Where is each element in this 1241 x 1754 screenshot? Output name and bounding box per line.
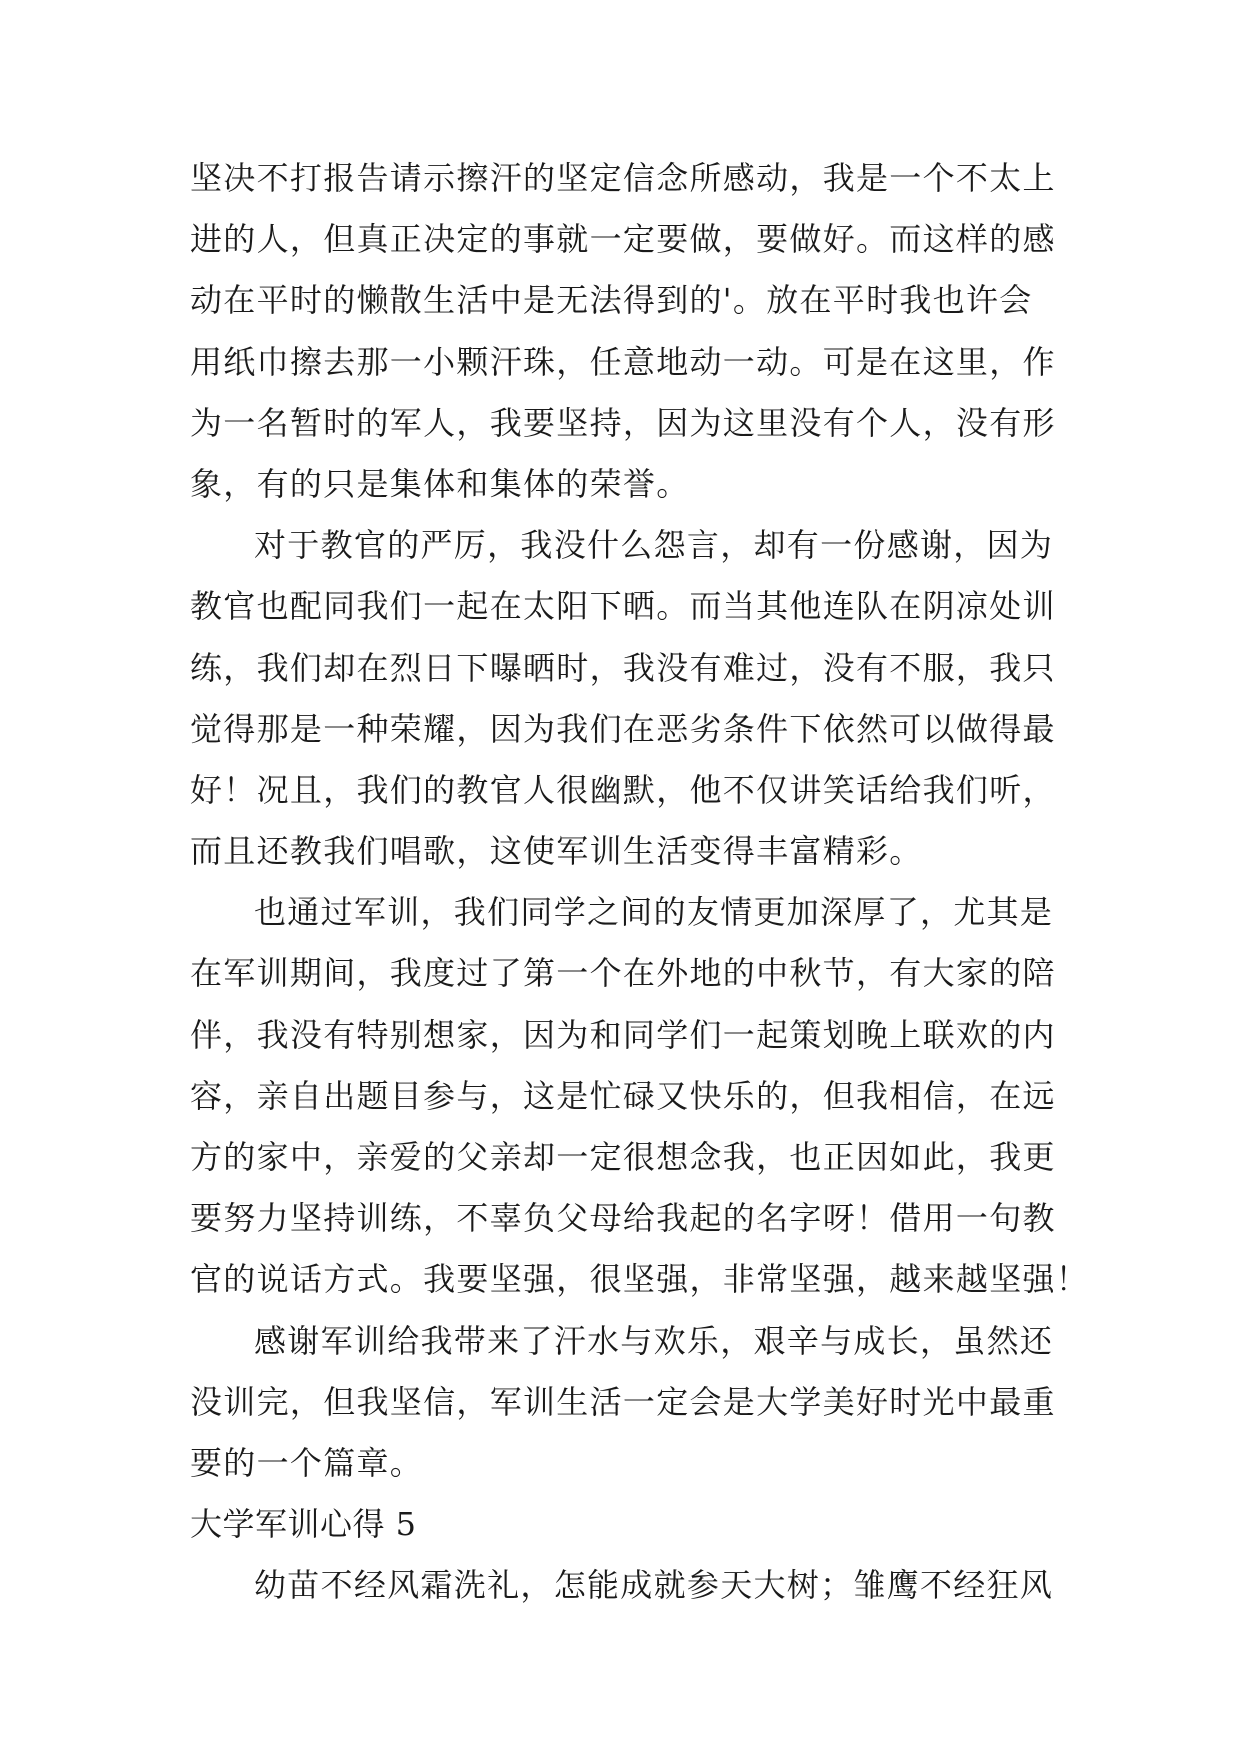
text-line: 动在平时的懒散生活中是无法得到的'。放在平时我也许会 — [190, 281, 1033, 320]
text-line: 官的说话方式。我要坚强，很坚强，非常坚强，越来越坚强！ — [190, 1260, 1090, 1299]
paragraph-2 — [190, 515, 1070, 882]
text-line: 用纸巾擦去那一小颗汗珠，任意地动一动。可是在这里，作 — [190, 342, 1056, 381]
document-body — [190, 148, 1090, 1617]
text-line: 觉得那是一种荣耀，因为我们在恶劣条件下依然可以做得最 — [190, 709, 1056, 748]
paragraph-4 — [190, 1311, 1070, 1495]
paragraph-1 — [190, 148, 1070, 515]
text-line: 坚决不打报告请示擦汗的坚定信念所感动，我是一个不太上 — [190, 159, 1056, 197]
text-line: 对于教官的严厉，我没什么怨言，却有一份感谢，因为 — [254, 526, 1054, 565]
text-line: 象，有的只是集体和集体的荣誉。 — [190, 464, 690, 503]
text-line: 而且还教我们唱歌，这使军训生活变得丰富精彩。 — [190, 832, 923, 871]
text-line: 要努力坚持训练，不辜负父母给我起的名字呀！借用一句教 — [190, 1199, 1056, 1238]
text-line: 要的一个篇章。 — [190, 1443, 424, 1482]
text-line: 感谢军训给我带来了汗水与欢乐，艰辛与成长，虽然还 — [254, 1321, 1054, 1360]
text-line: 进的人，但真正决定的事就一定要做，要做好。而这样的感 — [190, 220, 1056, 259]
text-line: 练，我们却在烈日下曝晒时，我没有难过，没有不服，我只 — [190, 648, 1056, 687]
text-line: 好！况且，我们的教官人很幽默，他不仅讲笑话给我们听， — [190, 770, 1056, 809]
text-line: 容，亲自出题目参与，这是忙碌又快乐的，但我相信，在远 — [190, 1076, 1056, 1115]
text-line: 也通过军训，我们同学之间的友情更加深厚了，尤其是 — [254, 893, 1054, 932]
text-line: 没训完，但我坚信，军训生活一定会是大学美好时光中最重 — [190, 1382, 1056, 1421]
paragraph-3 — [190, 882, 1090, 1310]
text-line: 在军训期间，我度过了第一个在外地的中秋节，有大家的陪 — [190, 954, 1056, 993]
paragraph-5 — [190, 1555, 1070, 1616]
section-heading: 大学军训心得 5 — [190, 1505, 417, 1544]
text-line: 教官也配同我们一起在太阳下晒。而当其他连队在阴凉处训 — [190, 587, 1056, 626]
text-line: 为一名暂时的军人，我要坚持，因为这里没有个人，没有形 — [190, 403, 1056, 442]
text-line: 方的家中，亲爱的父亲却一定很想念我，也正因如此，我更 — [190, 1138, 1056, 1176]
text-line: 幼苗不经风霜洗礼，怎能成就参天大树；雏鹰不经狂风 — [254, 1566, 1054, 1605]
text-line: 伴，我没有特别想家，因为和同学们一起策划晚上联欢的内 — [190, 1015, 1056, 1054]
